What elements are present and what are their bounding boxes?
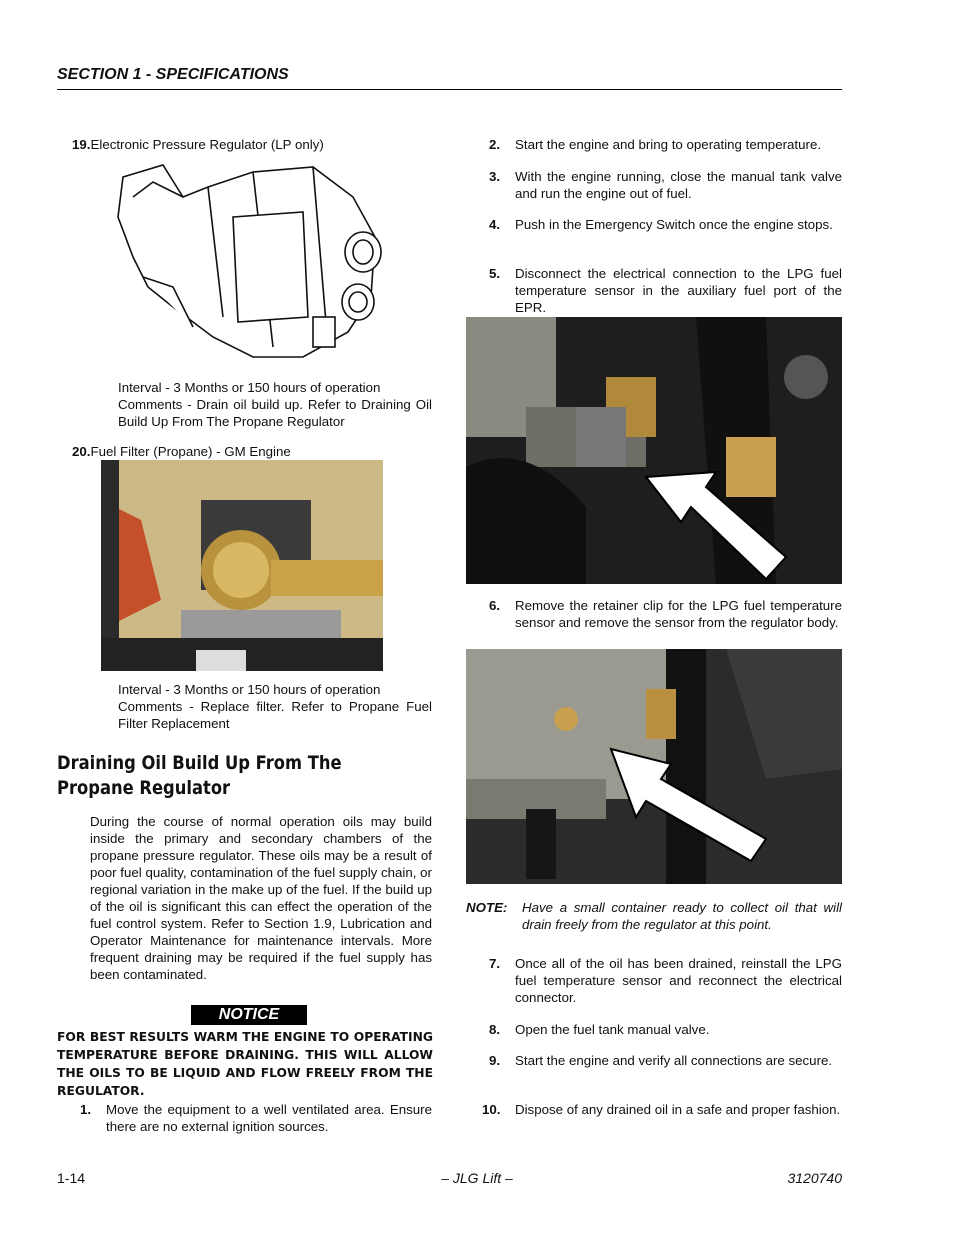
- page-number: 1-14: [57, 1170, 86, 1186]
- note-label: NOTE:: [466, 900, 508, 915]
- notice-label: NOTICE: [191, 1005, 307, 1025]
- header-rule: [57, 89, 842, 90]
- item-20-comments: Comments - Replace filter. Refer to Propane Fuel Filter Replacement: [118, 699, 432, 731]
- intro-paragraph: During the course of normal operation oils may build inside the primary and secondary chambers of the propane pressure regulator. These oils may be a result of poor fuel quality, contamination of the fuel supply chain, or regional variation in the make up of the fuel. If the build up of the oil is significant this can effect the operation of the fuel control system. Refer to Section 1.9, Lubrication and Operator Maintenance for maintenance intervals. More frequent draining may be required if the fuel supply has been contaminated.: [90, 814, 432, 982]
- item-19-interval: Interval - 3 Months or 150 hours of operation: [118, 380, 381, 395]
- section-header: SECTION 1 - SPECIFICATIONS: [57, 66, 289, 83]
- document-number: 3120740: [787, 1170, 842, 1186]
- footer-brand: – JLG Lift –: [441, 1170, 513, 1186]
- sensor-removal-photo: [466, 649, 842, 884]
- item-19-comments: Comments - Drain oil build up. Refer to Draining Oil Build Up From The Propane Regulator: [118, 397, 432, 429]
- item-20-title: 20.Fuel Filter (Propane) - GM Engine: [72, 444, 291, 459]
- regulator-drawing: [113, 157, 383, 362]
- item-20-interval: Interval - 3 Months or 150 hours of operation: [118, 682, 381, 697]
- sensor-connector-photo: [466, 317, 842, 584]
- item-19-title: 19.Electronic Pressure Regulator (LP only): [72, 137, 324, 152]
- note-text: Have a small container ready to collect oil that will drain freely from the regulator at this point.: [522, 900, 842, 932]
- section-heading: Draining Oil Build Up From The Propane Regulator: [57, 752, 342, 799]
- fuel-filter-photo: [101, 460, 383, 671]
- notice-text: FOR BEST RESULTS WARM THE ENGINE TO OPERATING TEMPERATURE BEFORE DRAINING. THIS WILL ALLOW THE OILS TO BE LIQUID AND FLOW FREELY FROM THE REGULATOR.: [57, 1030, 433, 1098]
